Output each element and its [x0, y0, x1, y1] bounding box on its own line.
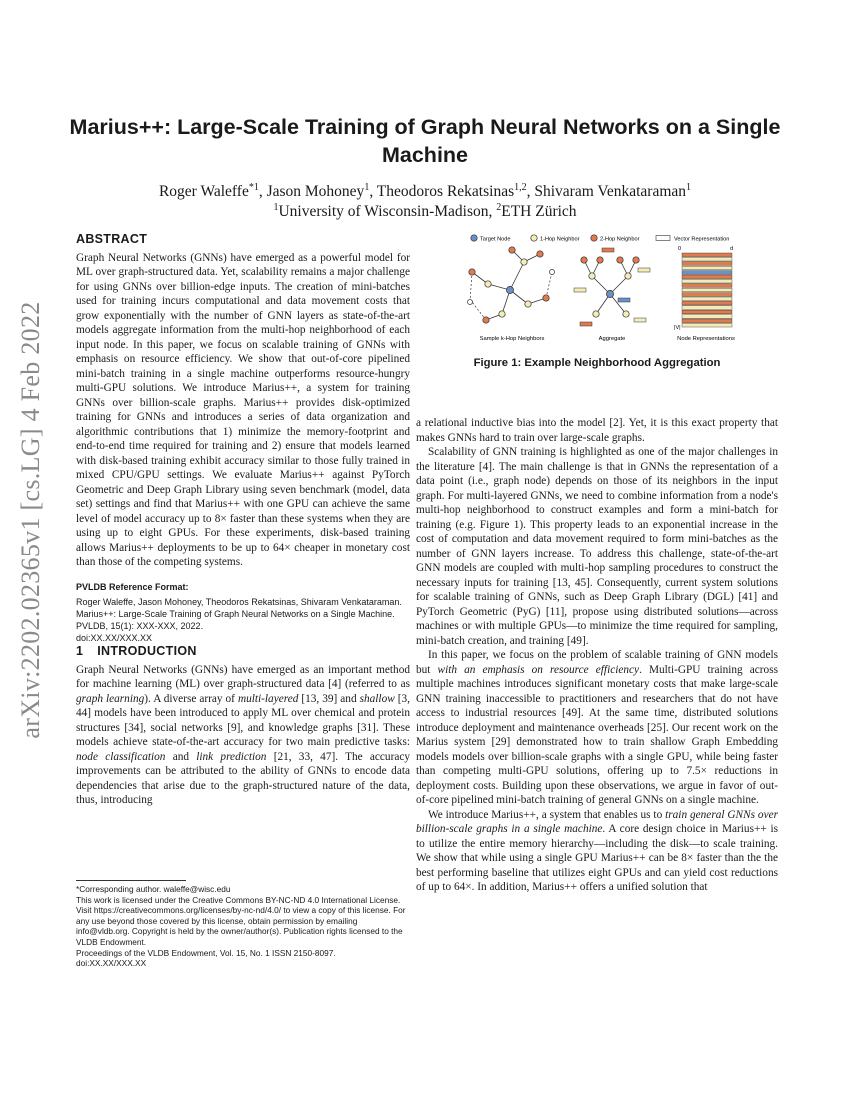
reference-format-text	[76, 596, 410, 644]
author-name: Jason Mohoney	[266, 183, 365, 200]
affiliation-marker: 1	[273, 201, 279, 213]
reference-doi: doi:XX.XX/XXX.XX	[76, 633, 153, 643]
author-affiliation-marker: 1,2	[514, 181, 527, 193]
representation-row	[682, 315, 732, 319]
abstract-heading: ABSTRACT	[76, 232, 148, 246]
affiliation-name: University of Wisconsin-Madison	[278, 203, 489, 220]
footnote-divider	[76, 880, 186, 881]
intro-paragraph-4: We introduce Marius++, a system that enables us to train general GNNs over billion-scale graphs in a single machine. A core design choice in Marius++ is to utilize the entire memory hierarchy—including the disk—to scale training. We show that while using a single GPU Marius++ can be 8× faster than the the best performing baseline that utilizes eight GPUs and can yield cost reductions of up to 64×. In addition, Marius++ offers a unified solution that	[416, 808, 779, 893]
legend-vector-swatch	[656, 236, 670, 241]
legend-hop2-label: 2-Hop Neighbor	[600, 236, 640, 243]
author-name: Shivaram Venkataraman	[534, 183, 687, 200]
section-number: 1	[76, 644, 84, 658]
matrix-axis-dim: d	[730, 246, 734, 252]
footnote-corresponding: *Corresponding author. waleffe@wisc.edu	[76, 884, 231, 894]
legend-target-swatch	[471, 235, 477, 241]
representation-row	[682, 297, 732, 301]
affiliation-name: ETH Zürich	[501, 203, 577, 220]
reference-format-heading: PVLDB Reference Format:	[76, 581, 189, 592]
intro-paragraph-1: Graph Neural Networks (GNNs) have emerged as an important method for machine learning (ML) over graph-structured data [4] (referred to as graph learning). A diverse array of multi-layered [13, 39] and shallow [3, 44] models have been introduced to apply ML over chemical and protein structures [34], social networks [9], and knowledge graphs [31]. These models achieve state-of-the-art accuracy for two main predictive tasks: node classification and link prediction [21, 33, 47]. The accuracy improvements can be attributed to the ability of GNNs to encode data dependencies that arise due to the graph-structured nature of the data, thus, introducing	[76, 663, 411, 806]
representation-row	[682, 262, 732, 266]
footnote-doi: doi:XX.XX/XXX.XX	[76, 958, 147, 969]
representation-row	[682, 284, 732, 288]
author-affiliation-marker: 1	[686, 181, 692, 193]
footnotes	[76, 884, 410, 969]
author-affiliation-marker: 1	[364, 181, 370, 193]
intro-paragraph-3: In this paper, we focus on the problem of scalable training of GNN models but with an emphasis on resource efficiency. Multi-GPU training across multiple machines introduces significant monetary costs that make large-scale GNN training inaccessible to practitioners and researchers that do not have access to industrial resources [49]. At the same time, distributed solutions introduce deployment and maintenance overheads [25]. Our recent work on the Marius system [29] demonstrated how to train shallow Graph Embedding models models over billion-scale graphs with a single GPU, while being faster than competing multi-GPU solutions, offering up to 7.5× reductions in deployment costs. Building upon these observations, we argue in favor of out-of-core pipelined mini-batch training of general GNNs on a single machine.	[416, 649, 779, 806]
representation-row	[682, 310, 732, 314]
representation-row	[682, 253, 732, 257]
representation-row	[682, 257, 732, 261]
legend-hop2-swatch	[591, 235, 597, 241]
legend-target-label: Target Node	[480, 236, 511, 243]
representation-row	[682, 275, 732, 279]
introduction-heading	[76, 644, 410, 659]
target-node	[506, 286, 513, 293]
representation-row	[682, 301, 732, 305]
affiliation-marker: 2	[496, 201, 502, 213]
representation-row	[682, 279, 732, 283]
panel-1-label: Sample k-Hop Neighbors	[479, 336, 545, 342]
author-name: Roger Waleffe	[158, 183, 249, 200]
author-list: Roger Waleffe$^{*1}$, Jason Mohoney$^1$, Theodoros Rekatsinas$^{1,2}$, Shivaram Venkataraman$^1$	[158, 181, 692, 200]
arxiv-watermark: arXiv:2202.02365v1 [cs.LG] 4 Feb 2022	[16, 301, 45, 739]
figure-1-caption: Figure 1: Example Neighborhood Aggregation	[473, 357, 721, 369]
affiliations: $^1$University of Wisconsin-Madison, $^2$ETH Zürich	[273, 201, 577, 220]
sampled-graph-edges	[472, 250, 546, 320]
intro-paragraph-2: Scalability of GNN training is highlighted as one of the major challenges in the literature [4]. The main challenge is that in GNNs the representation of a data point (i.e., graph node) depends on those of its neighbors in the input graph. For multi-layered GNNs, we need to combine information from a node's multi-hop neighborhood to construct examples and form a mini-batch for training (e.g. Figure 1). This property leads to an exponential increase in the cost of computation and data movement required to form mini-batches as the number of GNN layers increase. To address this challenge, state-of-the-art GNN models are coupled with multi-hop sampling procedures to construct the necessary inputs for training [13, 45]. Consequently, current system solutions for scalable training of GNNs, such as Deep Graph Library (DGL) [41] and PyTorch Geometric (PyG) [11], propose using distributed solutions—across machines or with multiple GPUs—to minimize the time required for sampling, mini-batch creation, and training [49].	[416, 446, 778, 647]
matrix-axis-origin: 0	[678, 246, 682, 252]
footnote-license: This work is licensed under the Creative Commons BY-NC-ND 4.0 International License. Visit https://creativecommons.org/licenses/by-nc-nd/4.0/ to view a copy of this license. For any use beyond those covered by this license, obtain permission by emailing info@vldb.org. Copyright is held by the owner/author(s). Publication rights licensed to the VLDB Endowment.	[76, 894, 406, 947]
section-title: INTRODUCTION	[97, 644, 197, 658]
legend-vector-label: Vector Representation	[674, 236, 730, 243]
legend-hop1-swatch	[531, 235, 537, 241]
abstract-text: Graph Neural Networks (GNNs) have emerged as a powerful model for ML over graph-structured data. Yet, scalability remains a major challenge for using GNNs over billion-edge inputs. The creation of mini-batches used for training incurs computational and data movement costs that grow exponentially with the number of GNN layers as state-of-the-art models aggregate information from the multi-hop neighborhood of each input node. In this paper, we focus on scalable training of GNNs with emphasis on resource efficiency. We show that out-of-core pipelined mini-batch training in a single machine outperforms resource-hungry multi-GPU solutions. We introduce Marius++, a system for training GNNs over billion-scale graphs. Marius++ provides disk-optimized training for GNNs and introduces a series of data organization and algorithmic contributions that 1) minimize the memory-footprint and end-to-end time required for training and 2) ensure that models learned with disk-based training exhibit accuracy similar to those fully trained in mixed CPU/GPU settings. We evaluate Marius++ against PyTorch Geometric and Deep Graph Library using seven benchmark (model, data set) settings and find that Marius++ with one GPU can achieve the same level of model accuracy up to 8× faster than these systems when they are using up to eight GPUs. For these experiments, disk-based training allows Marius++ deployments to be up to 64× cheaper in monetary cost than those of the competing systems.	[76, 251, 410, 568]
footnote-proceedings: Proceedings of the VLDB Endowment, Vol. 15, No. 1 ISSN 2150-8097.	[76, 947, 336, 958]
node-representation-matrix	[682, 253, 732, 327]
left-column	[76, 232, 410, 808]
paper-title: Marius++: Large-Scale Training of Graph Neural Networks on a Single Machine	[69, 115, 781, 167]
panel-2-label: Aggregate	[598, 336, 626, 342]
representation-row	[682, 288, 732, 292]
aggregate-tree-edges	[584, 260, 636, 314]
legend-hop1-label: 1-Hop Neighbor	[540, 236, 580, 243]
representation-row	[682, 266, 732, 270]
matrix-axis-rows: |V|	[674, 325, 681, 331]
representation-row	[682, 271, 732, 275]
neighborhood-aggregation-diagram	[462, 232, 782, 344]
figure-1	[462, 232, 782, 344]
representation-row	[682, 293, 732, 297]
right-column	[416, 416, 778, 895]
author-name: Theodoros Rekatsinas	[376, 183, 515, 200]
reference-citation: Roger Waleffe, Jason Mohoney, Theodoros Rekatsinas, Shivaram Venkataraman. Marius++: Large-Scale Training of Graph Neural Networks on a Single Machine. PVLDB, 15(1): XXX-XXX, 2022.	[76, 597, 402, 631]
representation-row	[682, 319, 732, 323]
representation-row	[682, 306, 732, 310]
panel-3-label: Node Representations	[677, 336, 735, 342]
author-affiliation-marker: *1	[248, 181, 259, 193]
intro-paragraph-1-continued: a relational inductive bias into the model [2]. Yet, it is this exact property that makes GNNs hard to train over large-scale graphs.	[416, 417, 778, 444]
representation-row	[682, 323, 732, 327]
